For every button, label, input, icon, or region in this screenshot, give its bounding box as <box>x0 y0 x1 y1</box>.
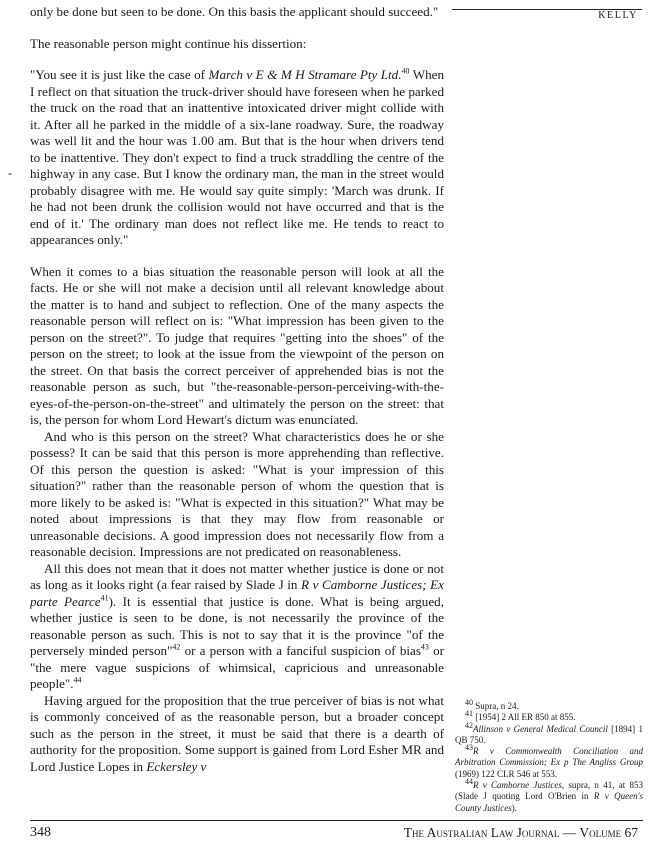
footnote-ref: 40 <box>401 66 410 76</box>
quote-body: When I reflect on that situation the truck-driver should have foreseen when he parked the truck on the road that an inattentive intoxicated driver might collide with it. After all he parked in the middle of a six-lane roadway. Sure, the roadway was well lit and the hour was 1.00 am. But that is the hour when drivers tend to be inattentive. They don't expect to find a truck straddling the centre of the highway in any case. But I know the ordinary man, the man in the street would probably disagree with me. He would say quite simply: 'March was drunk. If he had not been drunk the collision would not have occurred and that is the end of it.' The ordinary man does not reflect like me. He tends to react to appearances only." <box>30 67 444 247</box>
footnote-ref: 44 <box>73 675 82 685</box>
paragraph-bias: When it comes to a bias situation the reasonable person will look at all the facts. He or she will not make a decision until all relevant knowledge about the matter is to hand and subject to reflection. One of the many aspects the reasonable person will reflect on is: "What impression has been given to the person on the street?". To judge that requires "getting into the shoes" of the person on the street; to look at the issue from the viewpoint of the person on the street. On that basis the correct perceiver of apprehended bias is not the reasonable person as such, but "the-reasonable-person-perceiving-with-the-eyes-of-the-person-on-the-street" and ultimately the person on the street: that is, the person for whom Lord Hewart's dictum was enunciated. <box>30 263 444 427</box>
footer-rule <box>30 820 643 821</box>
quote-open: "You see it is just like the case of <box>30 67 209 82</box>
footnote-40: $^{40}$ Supra, n 24. <box>465 698 519 711</box>
paragraph-justice: All this does not mean that it does not matter whether justice is done or not as long as it looks right (a fear raised by Slade J in R v Camborne Justices; Ex parte Pearce$^{41}$). It is essential that justice is done. What is being argued, whether justice is seen to be done, is not necessarily the province of the reasonable person as such. This is not to say that it is the province "of the perversely minded person"$^{42}$ or a person with a fanciful suspicion of bias$^{43}$ or "the mere vague suspicions of whimsical, capricious and unreasonable people".$^{44}$ <box>30 560 445 691</box>
case-citation: Eckersley v <box>146 758 207 774</box>
block-quote <box>30 67 444 249</box>
footnotes <box>455 698 643 814</box>
paragraph-authority: Having argued for the proposition that the true perceiver of bias is not what is commonly conceived of as the reasonable person, but a broader concept such as the person in the street, it must be said that there is a dearth of authority for the proposition. Some support is gained from Lord Esher MR and Lord Justice Lopes in Eckersley v <box>30 692 444 774</box>
footnote-ref: 42 <box>172 642 181 652</box>
footnote-41: $^{41}$ [1954] 2 All ER 850 at 855. <box>465 709 576 723</box>
paragraph-person-on-street: And who is this person on the street? What characteristics does he or she possess? It can be said that this person is more apprehending than reflective. Of this person the question is asked: "What is your impression of this situation?" rather than the reasonable person of whom the question that is more likely to be asked is: "What is expected in this situation?" What may be noted about impressions is that they may flow from reasonable or unreasonable decisions. A good impression does not necessarily flow from a reasonable decision. Impressions are not predicated on reasonableness. <box>30 428 444 559</box>
main-column <box>30 4 444 775</box>
footnote-44: $^{44}$R v Camborne Justices, supra, n 41, at 853 (Slade J quoting Lord O'Brien in R v Queen's County Justices). <box>455 777 643 813</box>
paragraph-intro: The reasonable person might continue his dissertion: <box>30 35 307 51</box>
case-citation: March v E & M H Stramare Pty Ltd. <box>208 67 402 82</box>
margin-mark: - <box>8 166 12 180</box>
journal-title: The Australian Law Journal — Volume 67 <box>403 825 638 840</box>
footnote-ref: 43 <box>420 642 429 652</box>
paragraph-continuation: only be done but seen to be done. On this basis the applicant should succeed." <box>30 4 439 19</box>
footnote-ref: 41 <box>100 593 109 603</box>
footnote-42: $^{42}$Allinson v General Medical Council [1894] 1 QB 750. <box>455 720 643 745</box>
case-citation: R v Camborne Justices; Ex parte Pearce <box>30 577 444 609</box>
footnote-43: $^{43}$R v Commonwealth Conciliation and Arbitration Commission; Ex p The Angliss Group (1969) 122 CLR 546 at 553. <box>455 743 643 779</box>
page-number: 348 <box>30 825 51 840</box>
running-head: KELLY <box>598 10 638 21</box>
